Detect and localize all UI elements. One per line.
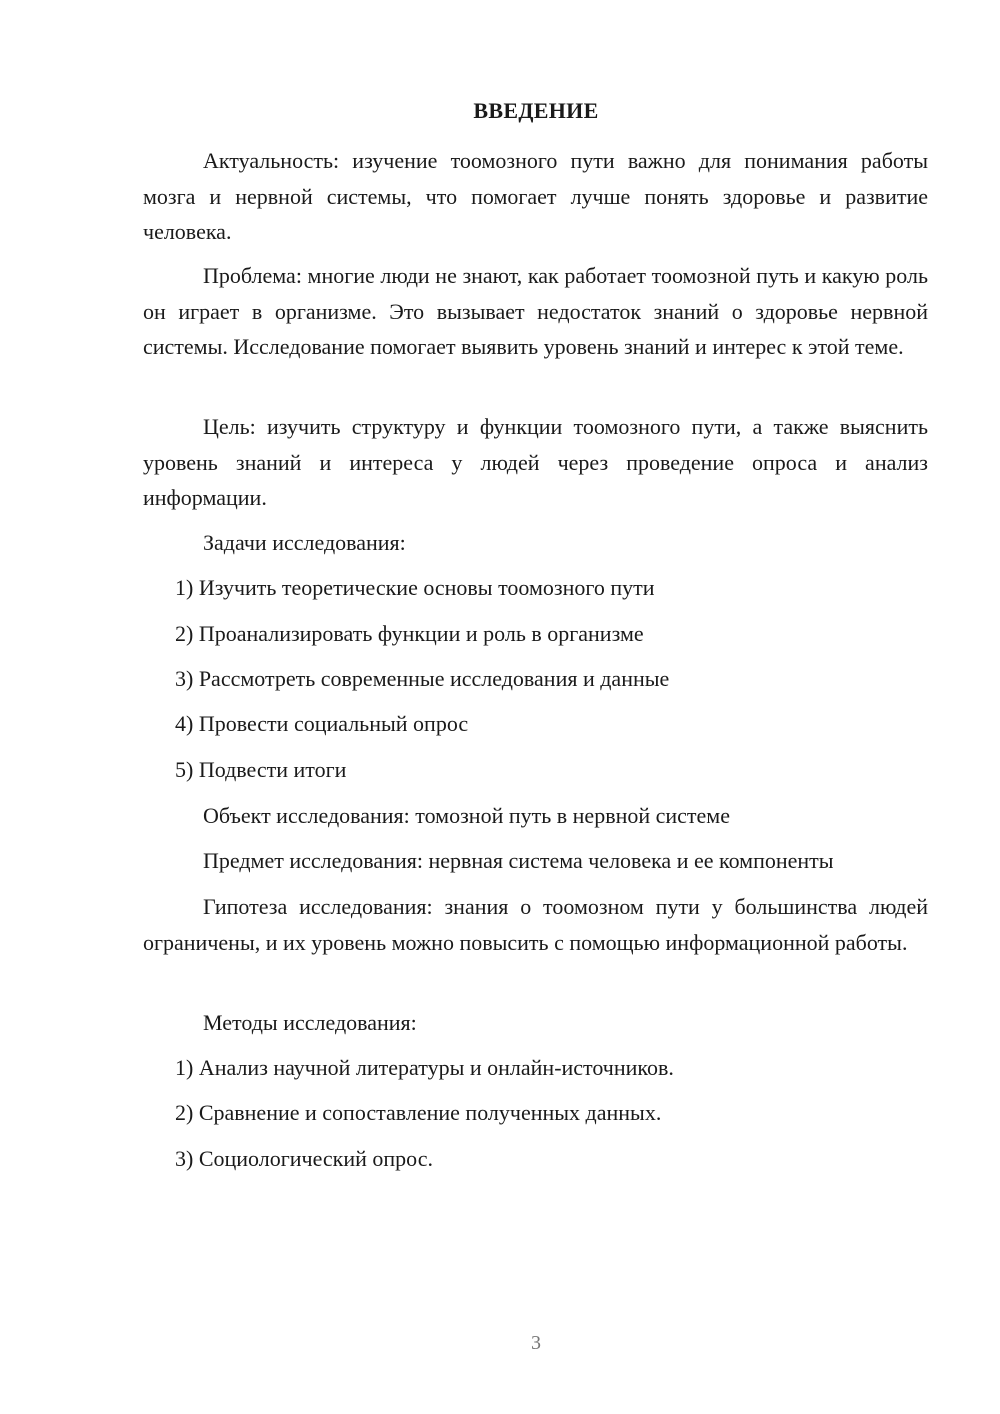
task-item: 5) Подвести итоги bbox=[175, 757, 347, 782]
page-title: ВВЕДЕНИЕ bbox=[473, 98, 599, 123]
goal-paragraph: Цель: изучить структуру и функции тоомозного пути, а также выяснить уровень знаний и интереса у людей через проведение опроса и анализ информации. bbox=[143, 414, 928, 510]
research-object: Объект исследования: томозной путь в нервной системе bbox=[203, 803, 730, 828]
tasks-heading: Задачи исследования: bbox=[203, 530, 406, 555]
method-item: 3) Социологический опрос. bbox=[175, 1146, 433, 1171]
task-item: 4) Провести социальный опрос bbox=[175, 711, 469, 736]
research-subject: Предмет исследования: нервная система человека и ее компоненты bbox=[203, 848, 834, 873]
page-number: 3 bbox=[531, 1332, 541, 1354]
hypothesis-paragraph: Гипотеза исследования: знания о тоомозном пути у большинства людей ограничены, и их уровень можно повысить с помощью информационной работы. bbox=[143, 894, 928, 955]
task-item: 3) Рассмотреть современные исследования и данные bbox=[175, 666, 670, 691]
method-item: 2) Сравнение и сопоставление полученных данных. bbox=[175, 1100, 662, 1125]
task-item: 1) Изучить теоретические основы тоомозного пути bbox=[175, 575, 655, 600]
problem-paragraph: Проблема: многие люди не знают, как работает тоомозной путь и какую роль он играет в организме. Это вызывает недостаток знаний о здоровье нервной системы. Исследование помогает выявить уровень знаний и интерес к этой теме. bbox=[143, 263, 928, 359]
relevance-paragraph: Актуальность: изучение тоомозного пути важно для понимания работы мозга и нервной системы, что помогает лучше понять здоровье и развитие человека. bbox=[143, 148, 928, 244]
method-item: 1) Анализ научной литературы и онлайн-источников. bbox=[175, 1055, 674, 1080]
methods-heading: Методы исследования: bbox=[203, 1010, 417, 1035]
task-item: 2) Проанализировать функции и роль в организме bbox=[175, 621, 644, 646]
